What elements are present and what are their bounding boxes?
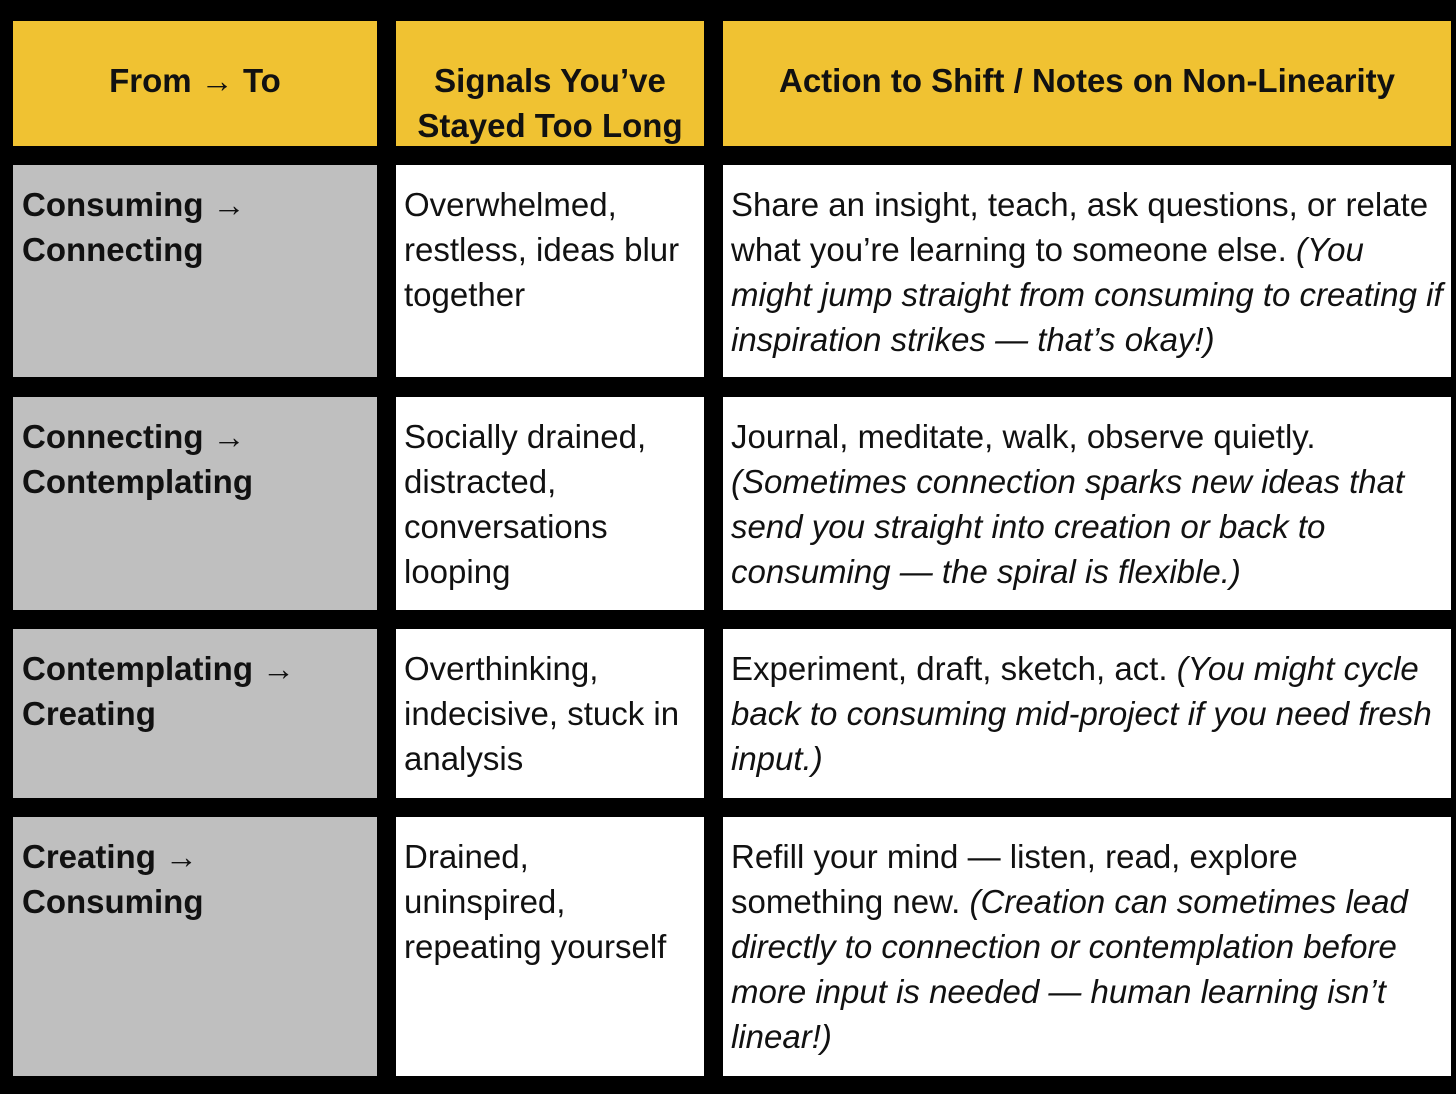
from-to-label: Connecting → Contemplating (22, 418, 253, 500)
from-to-label: Creating → Consuming (22, 838, 204, 920)
table-row-3-signals (396, 629, 704, 798)
from-to-label: Consuming → Connecting (22, 186, 246, 268)
action-note: (You might jump straight from consuming to creating if inspiration strikes — that’s okay!) (731, 231, 1443, 358)
table-row-3-from-to (13, 629, 377, 798)
signals-text: Socially drained, distracted, conversations looping (404, 418, 647, 590)
action-note: (Sometimes connection sparks new ideas that send you straight into creation or back to consuming — the spiral is flexible.) (731, 463, 1405, 590)
action-text: Experiment, draft, sketch, act. (731, 650, 1168, 687)
table-row-2-action (723, 397, 1451, 610)
signals-text: Overwhelmed, restless, ideas blur together (404, 186, 680, 313)
signals-text: Overthinking, indecisive, stuck in analysis (404, 650, 680, 777)
header-action (723, 21, 1451, 146)
header-signals (396, 21, 704, 146)
table-row-4-action (723, 817, 1451, 1076)
header-from-to (13, 21, 377, 146)
action-text: Share an insight, teach, ask questions, or relate what you’re learning to someone else. (731, 186, 1429, 268)
header-action-label: Action to Shift / Notes on Non-Linearity (779, 62, 1395, 99)
table-row-4-from-to (13, 817, 377, 1076)
table-row-2-signals (396, 397, 704, 610)
table-row-2-from-to (13, 397, 377, 610)
table-row-3-action (723, 629, 1451, 798)
header-signals-label: Signals You’ve Stayed Too Long (417, 62, 683, 144)
table-row-4-signals (396, 817, 704, 1076)
header-from-to-label: From → To (109, 62, 281, 99)
table-row-1-action (723, 165, 1451, 377)
table-row-1-from-to (13, 165, 377, 377)
action-note: (You might cycle back to consuming mid-project if you need fresh input.) (731, 650, 1432, 777)
action-note: (Creation can sometimes lead directly to connection or contemplation before more input is needed — human learning isn’t linear!) (731, 883, 1408, 1055)
from-to-label: Contemplating → Creating (22, 650, 296, 732)
action-text: Refill your mind — listen, read, explore something new. (731, 838, 1298, 920)
signals-text: Drained, uninspired, repeating yourself (404, 838, 667, 965)
action-text: Journal, meditate, walk, observe quietly. (731, 418, 1316, 455)
table-row-1-signals (396, 165, 704, 377)
